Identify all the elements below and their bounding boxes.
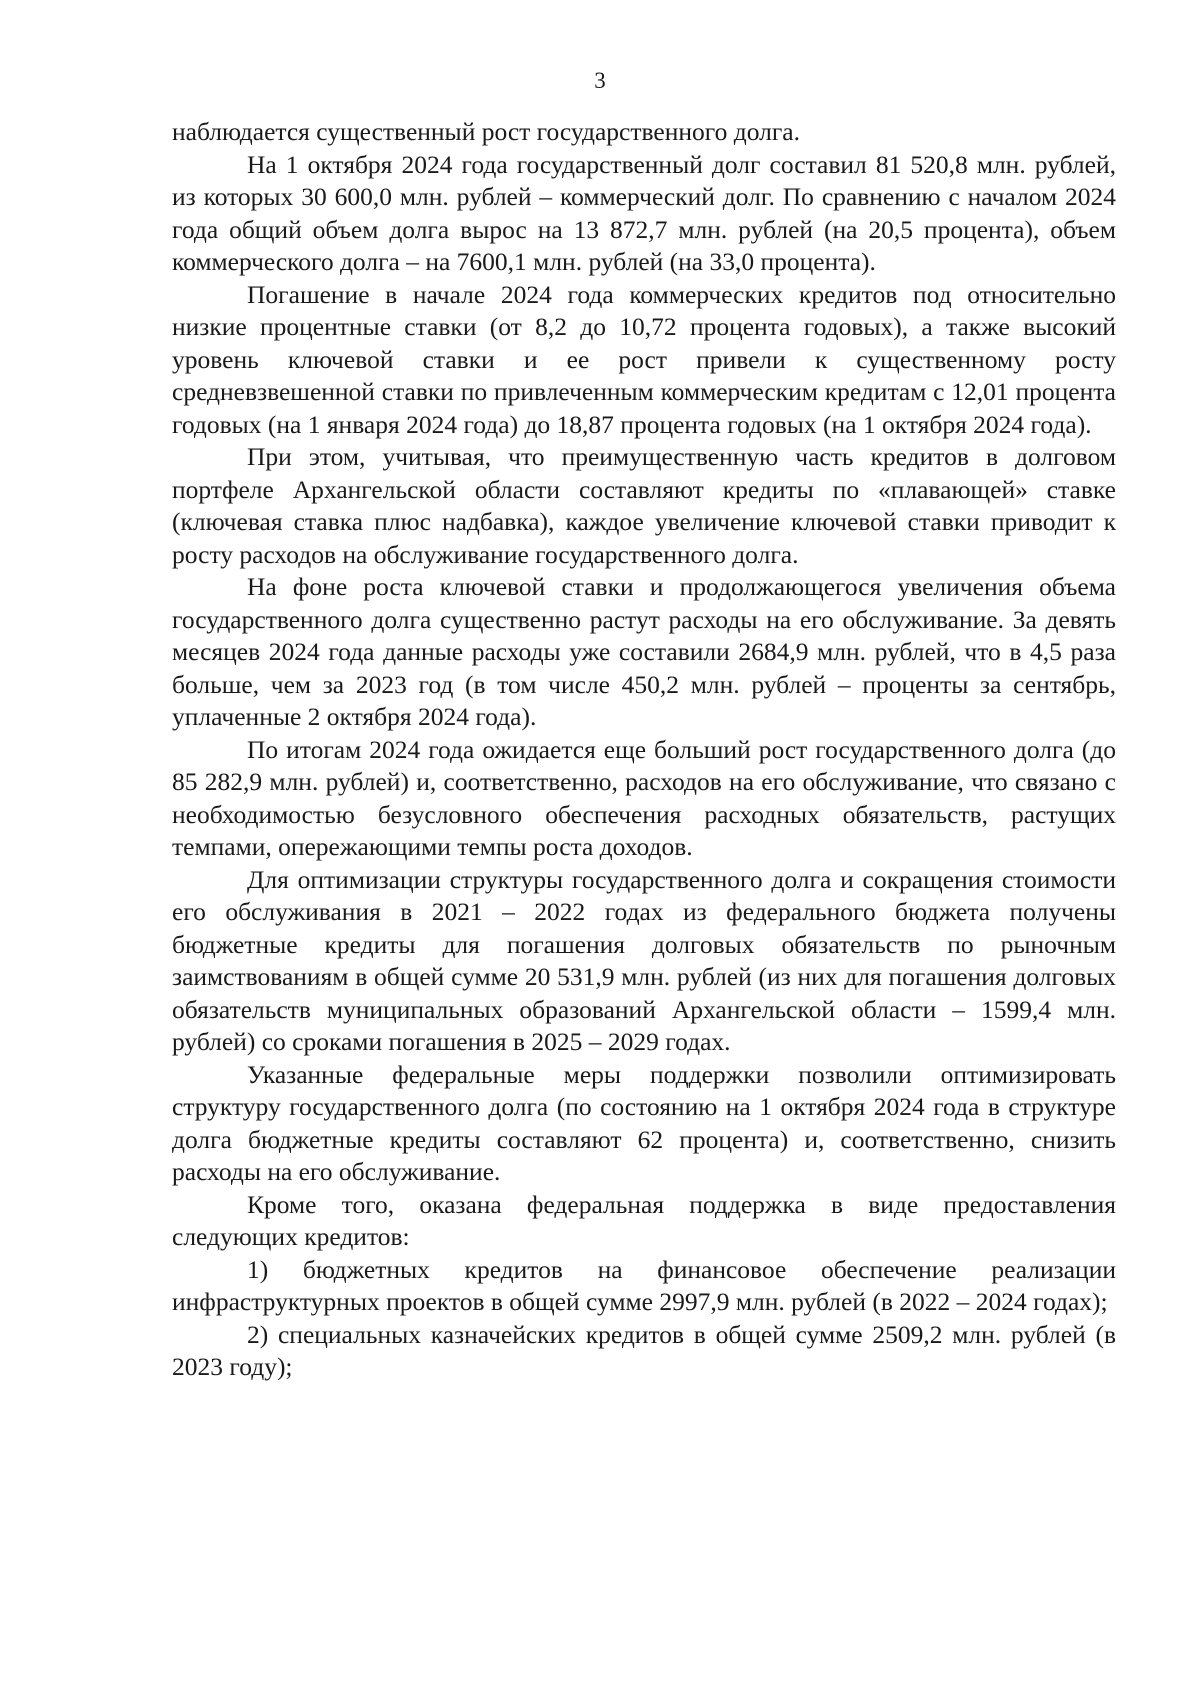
paragraph-debt-october: На 1 октября 2024 года государственный долг составил 81 520,8 млн. рублей, из которых 30 600,0 млн. рублей – коммерческий долг. По сравнению с началом 2024 года общий объем долга вырос на 13 872,7 млн. рублей (на 20,5 процента), объем коммерческого долга – на 7600,1 млн. рублей (на 33,0 процента).	[172, 149, 1116, 276]
paragraph-servicing-costs: На фоне роста ключевой ставки и продолжающегося увеличения объема государственного долга существенно растут расходы на его обслуживание. За девять месяцев 2024 года данные расходы уже составили 2684,9 млн. рублей, что в 4,5 раза больше, чем за 2023 год (в том числе 450,2 млн. рублей – проценты за сентябрь, уплаченные 2 октября 2024 года).	[172, 572, 1116, 731]
paragraph-federal-support: Указанные федеральные меры поддержки позволили оптимизировать структуру государственного долга (по состоянию на 1 октября 2024 года в структуре долга бюджетные кредиты составляют 62 процента) и, соответственно, снизить расходы на его обслуживание.	[172, 1059, 1116, 1186]
page-number: 3	[594, 68, 606, 93]
list-item-infrastructure-credits: 1) бюджетных кредитов на финансовое обеспечение реализации инфраструктурных проектов в общей сумме 2997,9 млн. рублей (в 2022 – 2024 годах);	[172, 1254, 1116, 1316]
paragraph-budget-credits: Для оптимизации структуры государственного долга и сокращения стоимости его обслуживания в 2021 – 2022 годах из федерального бюджета получены бюджетные кредиты для погашения долговых обязательств по рыночным заимствованиям в общей сумме 20 531,9 млн. рублей (из них для погашения долговых обязательств муниципальных образований Архангельской области – 1599,4 млн. рублей) со сроками погашения в 2025 – 2029 годах.	[172, 864, 1116, 1056]
list-item-treasury-credits: 2) специальных казначейских кредитов в общей сумме 2509,2 млн. рублей (в 2023 году);	[172, 1319, 1116, 1381]
document-body	[172, 116, 1116, 1384]
paragraph-2024-outlook: По итогам 2024 года ожидается еще больший рост государственного долга (до 85 282,9 млн. рублей) и, соответственно, расходов на его обслуживание, что связано с необходимостью безусловного обеспечения расходных обязательств, растущих темпами, опережающими темпы роста доходов.	[172, 734, 1116, 861]
paragraph-floating-rate: При этом, учитывая, что преимущественную часть кредитов в долговом портфеле Архангельской области составляют кредиты по «плавающей» ставке (ключевая ставка плюс надбавка), каждое увеличение ключевой ставки приводит к росту расходов на обслуживание государственного долга.	[172, 442, 1116, 569]
paragraph-debt-growth-continued: наблюдается существенный рост государственного долга.	[172, 117, 800, 146]
paragraph-interest-rates: Погашение в начале 2024 года коммерческих кредитов под относительно низкие процентные ставки (от 8,2 до 10,72 процента годовых), а также высокий уровень ключевой ставки и ее рост привели к существенному росту средневзвешенной ставки по привлеченным коммерческим кредитам с 12,01 процента годовых (на 1 января 2024 года) до 18,87 процента годовых (на 1 октября 2024 года).	[172, 279, 1116, 439]
paragraph-additional-support: Кроме того, оказана федеральная поддержка в виде предоставления следующих кредитов:	[172, 1189, 1116, 1251]
